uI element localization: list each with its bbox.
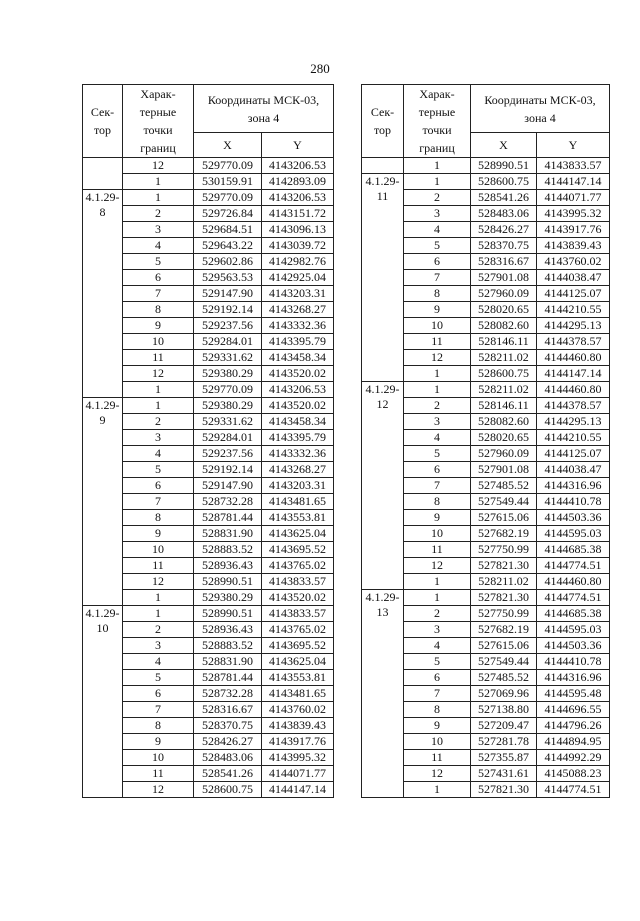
y-coordinate: 4143206.53	[262, 190, 334, 206]
point-number: 7	[123, 702, 194, 718]
y-coordinate: 4143917.76	[537, 222, 610, 238]
table-row	[362, 590, 610, 606]
y-coordinate: 4143151.72	[262, 206, 334, 222]
x-coordinate: 529380.29	[194, 590, 262, 606]
point-number: 1	[123, 382, 194, 398]
sector-label-line: 10	[96, 621, 109, 635]
x-coordinate: 529726.84	[194, 206, 262, 222]
x-coordinate: 528831.90	[194, 654, 262, 670]
x-coordinate: 528082.60	[471, 318, 537, 334]
y-coordinate: 4143839.43	[262, 718, 334, 734]
y-coordinate: 4142925.04	[262, 270, 334, 286]
x-coordinate: 528020.65	[471, 430, 537, 446]
y-coordinate: 4144460.80	[537, 574, 610, 590]
x-coordinate: 527485.52	[471, 670, 537, 686]
y-coordinate: 4144796.26	[537, 718, 610, 734]
x-coordinate: 528732.28	[194, 494, 262, 510]
y-coordinate: 4144685.38	[537, 542, 610, 558]
x-coordinate: 528936.43	[194, 558, 262, 574]
y-coordinate: 4143833.57	[262, 574, 334, 590]
point-number: 11	[123, 558, 194, 574]
y-coordinate: 4143520.02	[262, 366, 334, 382]
y-coordinate: 4143395.79	[262, 334, 334, 350]
point-number: 1	[404, 574, 471, 590]
point-number: 9	[123, 734, 194, 750]
point-number: 11	[404, 334, 471, 350]
y-coordinate: 4143995.32	[262, 750, 334, 766]
y-coordinate: 4144410.78	[537, 494, 610, 510]
x-coordinate: 528146.11	[471, 334, 537, 350]
sector-label-line: 13	[376, 605, 389, 619]
y-coordinate: 4143553.81	[262, 510, 334, 526]
y-coordinate: 4144503.36	[537, 638, 610, 654]
x-coordinate: 529770.09	[194, 158, 262, 174]
y-coordinate: 4144125.07	[537, 446, 610, 462]
point-number: 1	[404, 158, 471, 174]
y-coordinate: 4143520.02	[262, 590, 334, 606]
y-coordinate: 4144147.14	[537, 366, 610, 382]
y-coordinate: 4144992.29	[537, 750, 610, 766]
x-coordinate: 529684.51	[194, 222, 262, 238]
y-coordinate: 4143695.52	[262, 542, 334, 558]
point-number: 7	[123, 286, 194, 302]
x-coordinate: 527750.99	[471, 606, 537, 622]
point-number: 4	[404, 222, 471, 238]
sector-label-line: 11	[376, 189, 389, 203]
y-coordinate: 4144125.07	[537, 286, 610, 302]
y-coordinate: 4144774.51	[537, 590, 610, 606]
sector-label-line: 8	[99, 205, 106, 219]
y-coordinate: 4144410.78	[537, 654, 610, 670]
x-coordinate: 528541.26	[471, 190, 537, 206]
y-coordinate: 4143765.02	[262, 622, 334, 638]
x-coordinate: 529147.90	[194, 478, 262, 494]
point-number: 4	[404, 430, 471, 446]
y-coordinate: 4144210.55	[537, 302, 610, 318]
point-number: 9	[123, 318, 194, 334]
y-coordinate: 4143520.02	[262, 398, 334, 414]
y-coordinate: 4144595.03	[537, 622, 610, 638]
table-row	[83, 190, 334, 206]
table-row	[362, 382, 610, 398]
point-number: 7	[404, 270, 471, 286]
y-coordinate: 4143203.31	[262, 286, 334, 302]
header-y: Y	[537, 133, 610, 158]
y-coordinate: 4143839.43	[537, 238, 610, 254]
x-coordinate: 528370.75	[471, 238, 537, 254]
x-coordinate: 529380.29	[194, 398, 262, 414]
point-number: 3	[123, 638, 194, 654]
point-number: 8	[404, 494, 471, 510]
point-number: 4	[123, 654, 194, 670]
x-coordinate: 529237.56	[194, 446, 262, 462]
point-number: 1	[123, 606, 194, 622]
x-coordinate: 528831.90	[194, 526, 262, 542]
point-number: 6	[404, 462, 471, 478]
x-coordinate: 527901.08	[471, 462, 537, 478]
point-number: 12	[123, 366, 194, 382]
y-coordinate: 4142893.09	[262, 174, 334, 190]
point-number: 2	[123, 414, 194, 430]
page-number: 280	[310, 61, 330, 76]
sector-label-line: 4.1.29-	[365, 174, 400, 188]
point-number: 6	[123, 686, 194, 702]
sector-label	[362, 174, 404, 382]
y-coordinate: 4144147.14	[262, 782, 334, 798]
point-number: 8	[404, 702, 471, 718]
x-coordinate: 527138.80	[471, 702, 537, 718]
y-coordinate: 4143039.72	[262, 238, 334, 254]
y-coordinate: 4143760.02	[262, 702, 334, 718]
point-number: 3	[404, 622, 471, 638]
point-number: 12	[123, 782, 194, 798]
x-coordinate: 527281.78	[471, 734, 537, 750]
sector-label-line: 12	[376, 397, 389, 411]
y-coordinate: 4143458.34	[262, 414, 334, 430]
point-number: 12	[123, 158, 194, 174]
point-number: 3	[404, 414, 471, 430]
header-points: Харак-терные точки границ	[123, 85, 194, 158]
point-number: 1	[123, 398, 194, 414]
table-row	[362, 174, 610, 190]
y-coordinate: 4143096.13	[262, 222, 334, 238]
sector-empty	[362, 158, 404, 174]
x-coordinate: 527069.96	[471, 686, 537, 702]
y-coordinate: 4143995.32	[537, 206, 610, 222]
point-number: 2	[123, 622, 194, 638]
point-number: 9	[404, 510, 471, 526]
y-coordinate: 4144378.57	[537, 398, 610, 414]
point-number: 8	[123, 302, 194, 318]
y-coordinate: 4144894.95	[537, 734, 610, 750]
x-coordinate: 528541.26	[194, 766, 262, 782]
x-coordinate: 527209.47	[471, 718, 537, 734]
point-number: 4	[123, 446, 194, 462]
coordinates-table-left	[82, 84, 334, 798]
coordinates-table-right	[361, 84, 610, 798]
point-number: 6	[123, 478, 194, 494]
point-number: 2	[404, 190, 471, 206]
sector-empty	[83, 158, 123, 190]
sector-label-line: 4.1.29-	[85, 606, 120, 620]
table-body	[83, 158, 334, 798]
header-x: X	[471, 133, 537, 158]
x-coordinate: 529331.62	[194, 350, 262, 366]
y-coordinate: 4144595.03	[537, 526, 610, 542]
x-coordinate: 528600.75	[194, 782, 262, 798]
point-number: 6	[123, 270, 194, 286]
sector-label-line: 9	[99, 413, 106, 427]
point-number: 1	[404, 782, 471, 798]
point-number: 6	[404, 254, 471, 270]
x-coordinate: 528732.28	[194, 686, 262, 702]
y-coordinate: 4144503.36	[537, 510, 610, 526]
point-number: 4	[123, 238, 194, 254]
point-number: 8	[404, 286, 471, 302]
point-number: 7	[404, 478, 471, 494]
x-coordinate: 528211.02	[471, 574, 537, 590]
x-coordinate: 528781.44	[194, 670, 262, 686]
x-coordinate: 528883.52	[194, 638, 262, 654]
point-number: 10	[404, 318, 471, 334]
sector-label-line: 4.1.29-	[85, 190, 120, 204]
y-coordinate: 4143458.34	[262, 350, 334, 366]
y-coordinate: 4143625.04	[262, 654, 334, 670]
x-coordinate: 527485.52	[471, 478, 537, 494]
y-coordinate: 4143395.79	[262, 430, 334, 446]
x-coordinate: 528020.65	[471, 302, 537, 318]
point-number: 5	[404, 238, 471, 254]
point-number: 12	[404, 766, 471, 782]
y-coordinate: 4144071.77	[537, 190, 610, 206]
sector-label	[362, 382, 404, 590]
table-row	[83, 398, 334, 414]
x-coordinate: 528990.51	[471, 158, 537, 174]
header-points: Харак-терные точки границ	[404, 85, 471, 158]
point-number: 8	[123, 510, 194, 526]
point-number: 11	[123, 350, 194, 366]
point-number: 12	[404, 558, 471, 574]
y-coordinate: 4143206.53	[262, 158, 334, 174]
y-coordinate: 4144595.48	[537, 686, 610, 702]
table-row	[83, 606, 334, 622]
x-coordinate: 527821.30	[471, 590, 537, 606]
point-number: 10	[123, 750, 194, 766]
table-body	[362, 158, 610, 798]
y-coordinate: 4143332.36	[262, 446, 334, 462]
x-coordinate: 529331.62	[194, 414, 262, 430]
x-coordinate: 527615.06	[471, 638, 537, 654]
y-coordinate: 4144696.55	[537, 702, 610, 718]
x-coordinate: 529147.90	[194, 286, 262, 302]
point-number: 7	[123, 494, 194, 510]
x-coordinate: 528146.11	[471, 398, 537, 414]
x-coordinate: 528370.75	[194, 718, 262, 734]
sector-label-line: 4.1.29-	[85, 398, 120, 412]
y-coordinate: 4144316.96	[537, 670, 610, 686]
header-coordinates: Координаты МСК-03, зона 4	[471, 85, 610, 133]
header-sector: Сек-тор	[362, 85, 404, 158]
header-y: Y	[262, 133, 334, 158]
point-number: 3	[404, 206, 471, 222]
x-coordinate: 527682.19	[471, 622, 537, 638]
sector-label-line: 4.1.29-	[365, 590, 400, 604]
sector-label	[83, 190, 123, 398]
x-coordinate: 529284.01	[194, 430, 262, 446]
header-coordinates: Координаты МСК-03, зона 4	[194, 85, 334, 133]
x-coordinate: 528990.51	[194, 574, 262, 590]
point-number: 4	[404, 638, 471, 654]
x-coordinate: 529192.14	[194, 462, 262, 478]
table-row	[83, 158, 334, 174]
y-coordinate: 4143833.57	[537, 158, 610, 174]
point-number: 7	[404, 686, 471, 702]
x-coordinate: 528316.67	[471, 254, 537, 270]
x-coordinate: 527549.44	[471, 654, 537, 670]
y-coordinate: 4143917.76	[262, 734, 334, 750]
y-coordinate: 4143765.02	[262, 558, 334, 574]
table-row	[362, 158, 610, 174]
point-number: 1	[404, 590, 471, 606]
x-coordinate: 528426.27	[194, 734, 262, 750]
x-coordinate: 527682.19	[471, 526, 537, 542]
y-coordinate: 4143206.53	[262, 382, 334, 398]
x-coordinate: 527750.99	[471, 542, 537, 558]
y-coordinate: 4143203.31	[262, 478, 334, 494]
y-coordinate: 4144147.14	[537, 174, 610, 190]
x-coordinate: 528781.44	[194, 510, 262, 526]
y-coordinate: 4144774.51	[537, 782, 610, 798]
point-number: 5	[404, 654, 471, 670]
x-coordinate: 527960.09	[471, 286, 537, 302]
point-number: 11	[123, 766, 194, 782]
point-number: 8	[123, 718, 194, 734]
point-number: 2	[404, 398, 471, 414]
x-coordinate: 529643.22	[194, 238, 262, 254]
y-coordinate: 4144071.77	[262, 766, 334, 782]
x-coordinate: 528483.06	[194, 750, 262, 766]
point-number: 10	[404, 526, 471, 542]
point-number: 3	[123, 222, 194, 238]
x-coordinate: 527821.30	[471, 782, 537, 798]
x-coordinate: 528600.75	[471, 174, 537, 190]
x-coordinate: 529284.01	[194, 334, 262, 350]
point-number: 9	[404, 302, 471, 318]
x-coordinate: 527821.30	[471, 558, 537, 574]
x-coordinate: 529563.53	[194, 270, 262, 286]
point-number: 10	[123, 334, 194, 350]
point-number: 11	[404, 542, 471, 558]
point-number: 6	[404, 670, 471, 686]
x-coordinate: 528426.27	[471, 222, 537, 238]
x-coordinate: 528600.75	[471, 366, 537, 382]
sector-label	[83, 606, 123, 798]
header-sector: Сек-тор	[83, 85, 123, 158]
sector-label	[362, 590, 404, 798]
x-coordinate: 528883.52	[194, 542, 262, 558]
point-number: 10	[123, 542, 194, 558]
x-coordinate: 527355.87	[471, 750, 537, 766]
x-coordinate: 528936.43	[194, 622, 262, 638]
y-coordinate: 4144378.57	[537, 334, 610, 350]
point-number: 10	[404, 734, 471, 750]
x-coordinate: 529237.56	[194, 318, 262, 334]
sector-label-line: 4.1.29-	[365, 382, 400, 396]
y-coordinate: 4143268.27	[262, 462, 334, 478]
y-coordinate: 4144316.96	[537, 478, 610, 494]
y-coordinate: 4143332.36	[262, 318, 334, 334]
x-coordinate: 527615.06	[471, 510, 537, 526]
x-coordinate: 529770.09	[194, 382, 262, 398]
point-number: 2	[123, 206, 194, 222]
x-coordinate: 529380.29	[194, 366, 262, 382]
point-number: 1	[123, 174, 194, 190]
x-coordinate: 529192.14	[194, 302, 262, 318]
header-x: X	[194, 133, 262, 158]
y-coordinate: 4144038.47	[537, 462, 610, 478]
y-coordinate: 4142982.76	[262, 254, 334, 270]
point-number: 5	[123, 462, 194, 478]
point-number: 1	[404, 174, 471, 190]
point-number: 5	[123, 254, 194, 270]
x-coordinate: 528316.67	[194, 702, 262, 718]
y-coordinate: 4144460.80	[537, 350, 610, 366]
point-number: 12	[123, 574, 194, 590]
y-coordinate: 4144295.13	[537, 414, 610, 430]
x-coordinate: 528990.51	[194, 606, 262, 622]
x-coordinate: 528211.02	[471, 382, 537, 398]
x-coordinate: 527549.44	[471, 494, 537, 510]
y-coordinate: 4144685.38	[537, 606, 610, 622]
y-coordinate: 4144038.47	[537, 270, 610, 286]
point-number: 2	[404, 606, 471, 622]
y-coordinate: 4144774.51	[537, 558, 610, 574]
point-number: 3	[123, 430, 194, 446]
x-coordinate: 527960.09	[471, 446, 537, 462]
y-coordinate: 4143695.52	[262, 638, 334, 654]
x-coordinate: 527901.08	[471, 270, 537, 286]
point-number: 1	[404, 382, 471, 398]
point-number: 9	[404, 718, 471, 734]
point-number: 1	[404, 366, 471, 382]
y-coordinate: 4143833.57	[262, 606, 334, 622]
y-coordinate: 4144295.13	[537, 318, 610, 334]
x-coordinate: 529770.09	[194, 190, 262, 206]
x-coordinate: 530159.91	[194, 174, 262, 190]
x-coordinate: 527431.61	[471, 766, 537, 782]
point-number: 5	[404, 446, 471, 462]
x-coordinate: 528082.60	[471, 414, 537, 430]
point-number: 9	[123, 526, 194, 542]
x-coordinate: 528211.02	[471, 350, 537, 366]
x-coordinate: 528483.06	[471, 206, 537, 222]
point-number: 1	[123, 190, 194, 206]
point-number: 12	[404, 350, 471, 366]
point-number: 5	[123, 670, 194, 686]
point-number: 11	[404, 750, 471, 766]
y-coordinate: 4144210.55	[537, 430, 610, 446]
y-coordinate: 4143268.27	[262, 302, 334, 318]
y-coordinate: 4143481.65	[262, 494, 334, 510]
sector-label	[83, 398, 123, 606]
y-coordinate: 4145088.23	[537, 766, 610, 782]
y-coordinate: 4144460.80	[537, 382, 610, 398]
y-coordinate: 4143760.02	[537, 254, 610, 270]
point-number: 1	[123, 590, 194, 606]
y-coordinate: 4143625.04	[262, 526, 334, 542]
x-coordinate: 529602.86	[194, 254, 262, 270]
y-coordinate: 4143553.81	[262, 670, 334, 686]
y-coordinate: 4143481.65	[262, 686, 334, 702]
